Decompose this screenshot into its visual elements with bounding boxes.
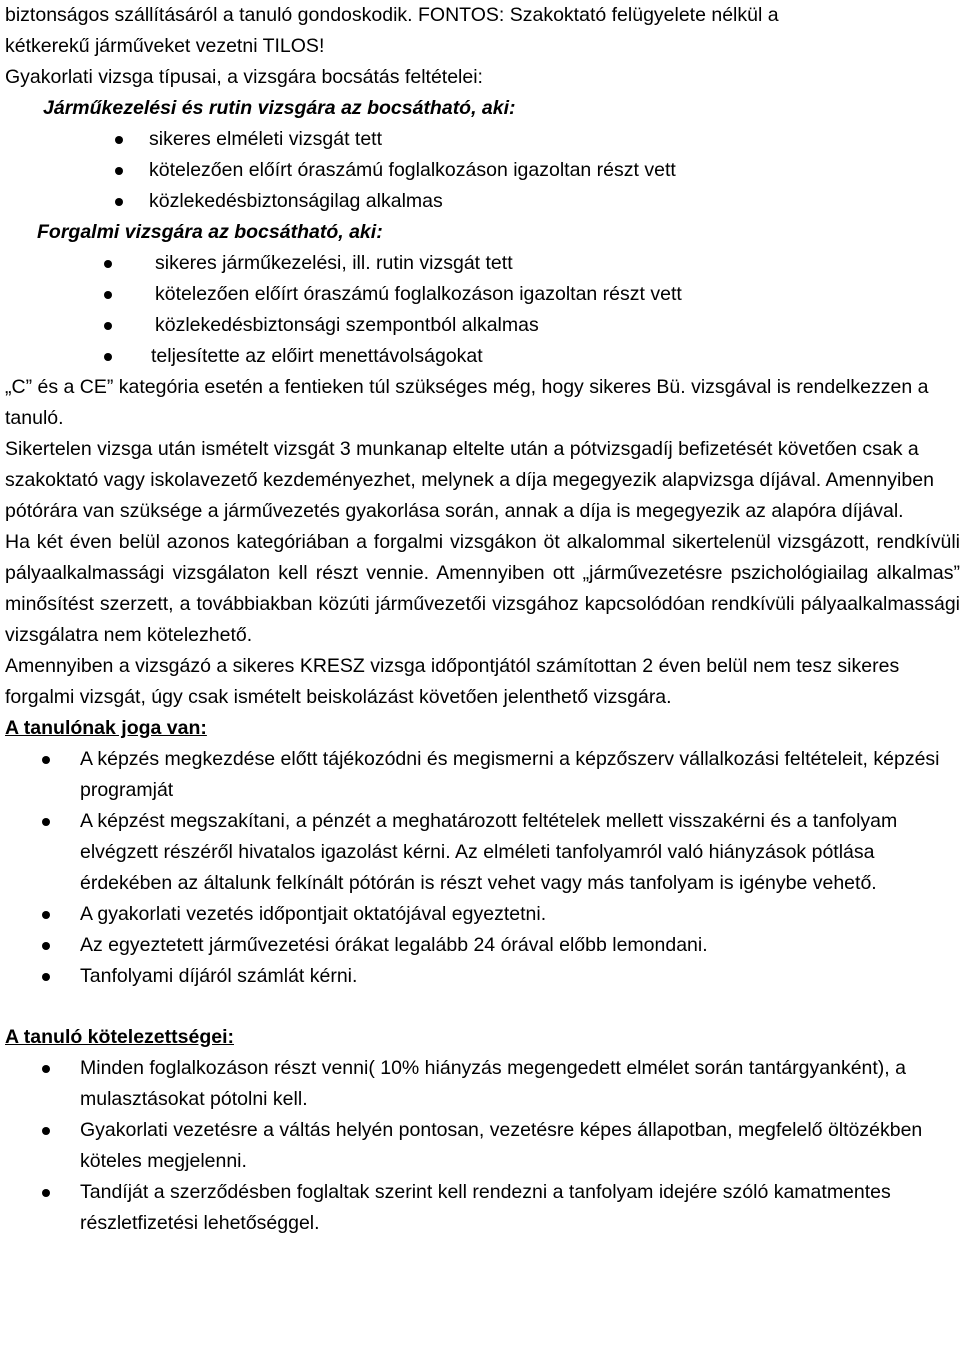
bullet-icon [42, 1065, 50, 1073]
intro-line-3: Gyakorlati vizsga típusai, a vizsgára bocsátás feltételei: [5, 66, 483, 88]
paragraph-ket-even: Ha két éven belül azonos kategóriában a forgalmi vizsgákon öt alkalommal sikertelenül vizsgázott, rendkívüli pályaalkalmassági vizsgálaton kell részt vennie. Amennyiben ott „járművezetésre pszichológiailag alkalmas” minősítést szerzett, a továbbiakban közúti járművezetői vizsgához kapcsolódóan rendkívüli pályaalkalmassági vizsgálatra nem kötelezhető. [5, 531, 960, 646]
jogok-list [5, 744, 960, 992]
list-item: kötelezően előírt óraszámú foglalkozáson igazoltan részt vett [5, 155, 960, 186]
list-item: kötelezően előírt óraszámú foglalkozáson igazoltan részt vett [5, 279, 960, 310]
bullet-icon [42, 942, 50, 950]
bullet-icon [115, 136, 123, 144]
jarmukezelesi-heading: Járműkezelési és rutin vizsgára az bocsátható, aki: [43, 97, 516, 119]
document-page [5, 0, 960, 1239]
list-item: Gyakorlati vezetésre a váltás helyén pontosan, vezetésre képes állapotban, megfelelő öltözékben köteles megjelenni. [5, 1115, 960, 1177]
paragraph-c-ce: „C” és a CE” kategória esetén a fentieken túl szükséges még, hogy sikeres Bü. vizsgával is rendelkezzen a tanuló. [5, 376, 929, 429]
list-item: közlekedésbiztonságilag alkalmas [5, 186, 960, 217]
bullet-icon [104, 291, 112, 299]
list-item: Minden foglalkozáson részt venni( 10% hiányzás megengedett elmélet során tantárgyanként), a mulasztásokat pótolni kell. [5, 1053, 960, 1115]
bullet-icon [42, 1127, 50, 1135]
bullet-icon [104, 353, 112, 361]
intro-line-1: biztonságos szállításáról a tanuló gondoskodik. FONTOS: Szakoktató felügyelete nélkül a [5, 4, 779, 26]
bullet-icon [42, 911, 50, 919]
bullet-icon [42, 818, 50, 826]
list-item: A képzés megkezdése előtt tájékozódni és megismerni a képzőszerv vállalkozási feltételeit, képzési programját [5, 744, 960, 806]
bullet-icon [104, 260, 112, 268]
list-item: Az egyeztetett járművezetési órákat legalább 24 órával előbb lemondani. [5, 930, 960, 961]
list-item: A gyakorlati vezetés időpontjait oktatójával egyeztetni. [5, 899, 960, 930]
list-item: Tanfolyami díjáról számlát kérni. [5, 961, 960, 992]
bullet-icon [104, 322, 112, 330]
kotelezettsegek-heading: A tanuló kötelezettségei: [5, 1026, 234, 1048]
bullet-icon [115, 167, 123, 175]
list-item: Tandíját a szerződésben foglaltak szerint kell rendezni a tanfolyam idejére szóló kamatmentes részletfizetési lehetőséggel. [5, 1177, 960, 1239]
list-item: közlekedésbiztonsági szempontból alkalmas [5, 310, 960, 341]
bullet-icon [115, 198, 123, 206]
paragraph-kresz: Amennyiben a vizsgázó a sikeres KRESZ vizsga időpontjától számítottan 2 éven belül nem tesz sikeres forgalmi vizsgát, úgy csak ismételt beiskolázást követően jelenthető vizsgára. [5, 655, 900, 708]
jogok-heading: A tanulónak joga van: [5, 717, 207, 739]
list-item: teljesítette az előirt menettávolságokat [5, 341, 960, 372]
kotelezettsegek-list [5, 1053, 960, 1239]
bullet-icon [42, 756, 50, 764]
forgalmi-heading: Forgalmi vizsgára az bocsátható, aki: [37, 221, 383, 243]
bullet-icon [42, 973, 50, 981]
list-item: A képzést megszakítani, a pénzét a meghatározott feltételek mellett visszakérni és a tanfolyam elvégzett részéről hivatalos igazolást kérni. Az elméleti tanfolyamról való hiányzások pótlása érdekében az általunk felkínált pótórán is részt vehet vagy más tanfolyam is igénybe vehető. [5, 806, 960, 899]
bullet-icon [42, 1189, 50, 1197]
paragraph-sikertelen: Sikertelen vizsga után ismételt vizsgát 3 munkanap eltelte után a pótvizsgadíj befizetését követően csak a szakoktató vagy iskolavezető kezdeményezhet, melynek a díja megegyezik alapvizsga díjával. Amennyiben pótórára van szüksége a járművezetés gyakorlása során, annak a díja is megegyezik az alapóra díjával. [5, 438, 934, 522]
intro-line-2: kétkerekű járműveket vezetni TILOS! [5, 35, 325, 57]
list-item: sikeres elméleti vizsgát tett [5, 124, 960, 155]
list-item: sikeres járműkezelési, ill. rutin vizsgát tett [5, 248, 960, 279]
spacer [5, 992, 960, 1022]
